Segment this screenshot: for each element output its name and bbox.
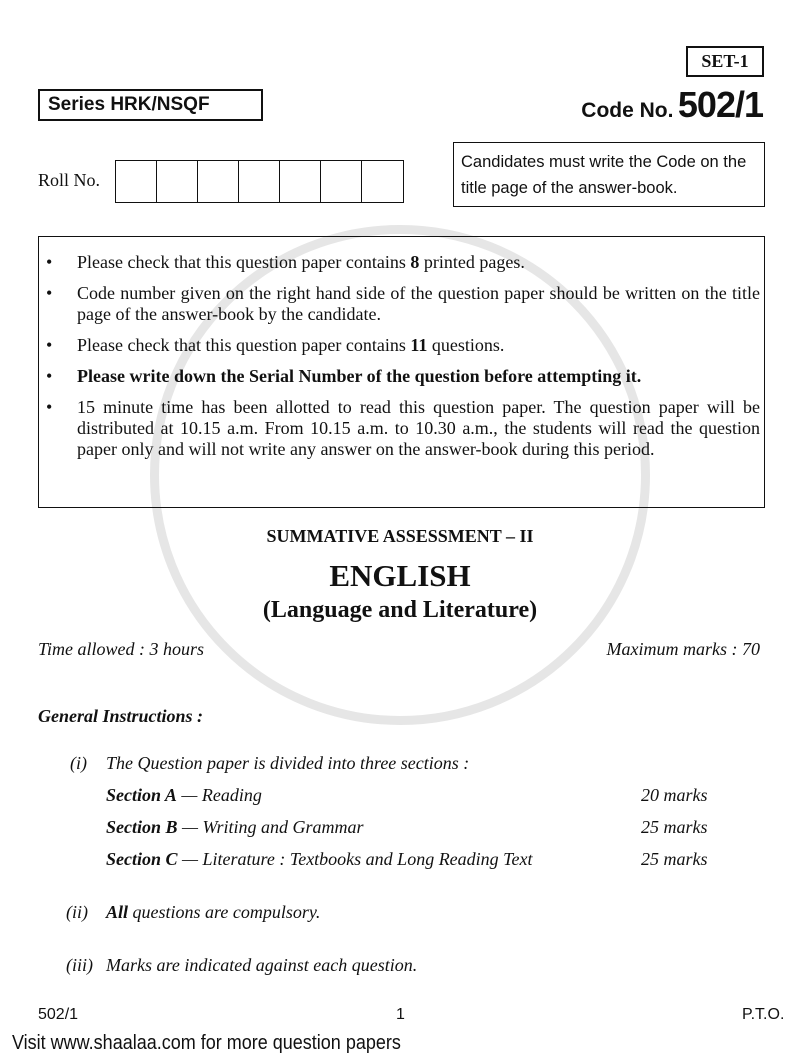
instructions-box [38,236,765,508]
roll-cell[interactable] [116,161,157,203]
section-desc: — Writing and Grammar [177,817,364,837]
item-number: (ii) [66,902,88,922]
assessment-title: SUMMATIVE ASSESSMENT – II [266,526,534,546]
roll-cell[interactable] [280,161,321,203]
roll-cell[interactable] [362,161,403,203]
subject-title: ENGLISH [329,558,471,593]
instruction-text: Please write down the Serial Number of the question before attempting it. [77,366,642,386]
bullet-icon: • [46,335,53,355]
section-name: Section B [106,817,178,837]
code-number [581,84,763,126]
item-number: (i) [70,753,87,773]
section-desc: — Reading [176,785,262,805]
section-name: Section C [106,849,178,869]
item-text: Marks are indicated against each question. [106,955,418,975]
section-row [106,817,364,838]
item-rest: questions are compulsory. [128,902,321,922]
set-label: SET-1 [701,51,749,71]
bullet-icon: • [46,397,53,417]
item-text [106,902,320,923]
instruction-text: Please check that this question paper contains [77,335,411,355]
item-bold: All [106,902,129,922]
footer-pto: P.T.O. [742,1006,785,1023]
bullet-icon: • [46,366,53,386]
section-name: Section A [106,785,177,805]
instruction-text: printed pages. [419,252,525,272]
instruction-item [46,283,760,325]
set-badge [686,46,764,77]
roll-cell[interactable] [157,161,198,203]
instruction-item [46,335,760,356]
roll-cell[interactable] [321,161,362,203]
candidates-note [453,142,765,207]
instruction-text: Please check that this question paper contains [77,252,411,272]
general-instructions-heading: General Instructions : [38,706,204,726]
code-value: 502/1 [677,84,763,125]
series-label: Series HRK/NSQF [48,94,210,115]
item-number: (iii) [66,955,93,975]
footer-code: 502/1 [38,1006,79,1023]
roll-label: Roll No. [38,170,101,190]
section-desc: — Literature : Textbooks and Long Reading Text [177,849,533,869]
subject-subtitle: (Language and Literature) [262,597,538,623]
note-line: title page of the answer-book. [461,179,678,197]
instruction-text: 8 [410,252,420,272]
item-text: The Question paper is divided into three sections : [106,753,470,773]
instruction-text: 11 [410,335,428,355]
instruction-item [46,397,760,460]
section-marks: 25 marks [641,849,708,869]
instruction-text: Code number given on the right hand side of the question paper should be written on the title page of the answer-book by the candidate. [77,283,760,324]
section-marks: 25 marks [641,817,708,837]
instruction-item [46,366,760,387]
series-badge [38,89,263,121]
roll-cell[interactable] [239,161,280,203]
bullet-icon: • [46,252,53,272]
instruction-text: 15 minute time has been allotted to read this question paper. The question paper will be distributed at 10.15 a.m. From 10.15 a.m. to 10.30 a.m., the students will read the question paper only and will not write any answer on the answer-book during this period. [77,397,760,459]
roll-cell[interactable] [198,161,239,203]
instruction-item [46,252,760,273]
footer-visit-link[interactable]: Visit www.shaalaa.com for more question papers [12,1032,401,1054]
roll-number-boxes[interactable] [115,160,404,203]
section-row [106,785,262,806]
maximum-marks: Maximum marks : 70 [606,639,760,659]
note-line: Candidates must write the Code on the [461,153,747,171]
section-row [106,849,533,870]
footer-page-number: 1 [396,1006,405,1023]
time-allowed: Time allowed : 3 hours [38,639,205,659]
bullet-icon: • [46,283,53,303]
instruction-text: questions. [427,335,505,355]
code-label: Code No. [581,99,674,122]
section-marks: 20 marks [641,785,708,805]
